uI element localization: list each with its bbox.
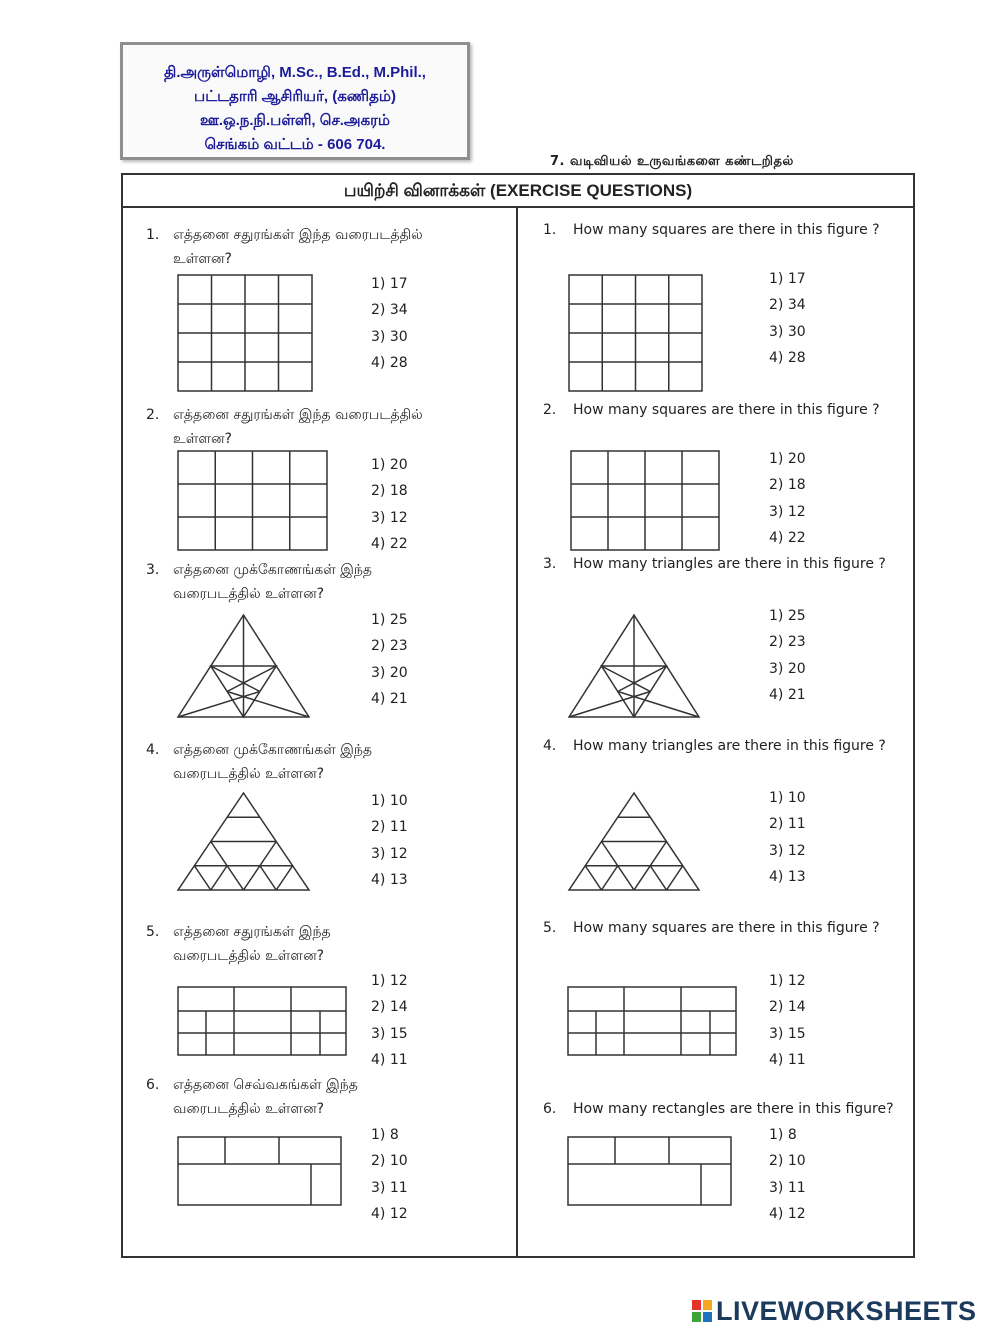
figure-subdivided-triangle xyxy=(569,793,699,890)
option[interactable]: 3) 11 xyxy=(371,1179,408,1196)
question-text: How many squares are there in this figure ? xyxy=(573,920,880,936)
option[interactable]: 4) 11 xyxy=(371,1051,408,1068)
question-text: How many triangles are there in this figure ? xyxy=(573,556,886,572)
question-number: 3. xyxy=(146,562,160,578)
option[interactable]: 1) 10 xyxy=(371,793,408,809)
teacher-stamp xyxy=(120,42,470,160)
figure-star-triangle xyxy=(569,615,699,717)
question-text: How many rectangles are there in this figure? xyxy=(573,1101,894,1117)
logo-text: LIVEWORKSHEETS xyxy=(716,1296,977,1326)
question-number: 1. xyxy=(146,227,160,243)
question-text: How many squares are there in this figure ? xyxy=(573,222,880,238)
option[interactable]: 2) 11 xyxy=(769,816,806,833)
option[interactable]: 4) 12 xyxy=(371,1205,408,1222)
question-number: 4. xyxy=(146,742,160,758)
figure-square-grid-4x4 xyxy=(569,275,702,391)
option[interactable]: 4) 21 xyxy=(769,686,806,703)
question-number: 6. xyxy=(543,1101,557,1117)
tamil-options-1 xyxy=(371,271,408,376)
stamp-line-designation: பட்டதாரி ஆசிரியர், (கணிதம்) xyxy=(194,88,396,105)
question-number: 3. xyxy=(543,556,557,572)
tamil-options-6 xyxy=(371,1122,408,1227)
question-text-line2: உள்ளன? xyxy=(173,251,232,267)
option[interactable]: 1) 8 xyxy=(769,1127,797,1143)
liveworksheets-logo[interactable] xyxy=(692,1296,992,1326)
logo-icon xyxy=(692,1300,712,1322)
sheet-title: பயிற்சி வினாக்கள் (EXERCISE QUESTIONS) xyxy=(123,175,913,208)
english-options-4 xyxy=(769,785,806,890)
question-text-line2: வரைபடத்தில் உள்ளன? xyxy=(173,586,325,602)
question-text: எத்தனை முக்கோணங்கள் இந்த xyxy=(173,562,372,578)
option[interactable]: 1) 12 xyxy=(371,973,408,989)
option[interactable]: 2) 14 xyxy=(371,999,408,1016)
option[interactable]: 3) 12 xyxy=(769,842,806,859)
stamp-line-address: செங்கம் வட்டம் - 606 704. xyxy=(204,136,386,153)
figure-star-triangle xyxy=(178,615,309,717)
option[interactable]: 3) 30 xyxy=(769,323,806,340)
option[interactable]: 2) 34 xyxy=(371,302,408,319)
option[interactable]: 2) 18 xyxy=(371,483,408,500)
question-text: எத்தனை சதுரங்கள் இந்த வரைபடத்தில் xyxy=(173,407,423,423)
option[interactable]: 4) 21 xyxy=(371,690,408,707)
question-number: 4. xyxy=(543,738,557,754)
question-text-line2: வரைபடத்தில் உள்ளன? xyxy=(173,948,325,964)
question-number: 1. xyxy=(543,222,557,238)
option[interactable]: 1) 12 xyxy=(769,973,806,989)
figure-square-grid-4x4 xyxy=(178,275,312,391)
english-options-3 xyxy=(769,603,806,708)
tamil-options-4 xyxy=(371,788,408,893)
question-text: How many triangles are there in this figure ? xyxy=(573,738,886,754)
option[interactable]: 1) 20 xyxy=(769,451,806,467)
option[interactable]: 1) 25 xyxy=(371,612,408,628)
worksheet xyxy=(121,173,915,1258)
question-text-line2: உள்ளன? xyxy=(173,431,232,447)
option[interactable]: 2) 14 xyxy=(769,999,806,1016)
option[interactable]: 1) 20 xyxy=(371,457,408,473)
question-number: 6. xyxy=(146,1077,160,1093)
english-options-6 xyxy=(769,1122,806,1227)
option[interactable]: 1) 17 xyxy=(769,271,806,287)
option[interactable]: 1) 25 xyxy=(769,608,806,624)
option[interactable]: 2) 18 xyxy=(769,477,806,494)
column-divider xyxy=(516,206,518,1256)
figure-rect-grid-4x3 xyxy=(571,451,719,550)
option[interactable]: 3) 20 xyxy=(371,664,408,681)
figure-subdivided-triangle xyxy=(178,793,309,890)
stamp-line-school: ஊ.ஒ.ந.நி.பள்ளி, செ.அகரம் xyxy=(199,112,390,129)
english-options-1 xyxy=(769,266,806,371)
option[interactable]: 4) 28 xyxy=(769,349,806,366)
option[interactable]: 4) 22 xyxy=(769,529,806,546)
option[interactable]: 2) 10 xyxy=(769,1153,806,1170)
option[interactable]: 3) 12 xyxy=(769,503,806,520)
question-text: எத்தனை முக்கோணங்கள் இந்த xyxy=(173,742,372,758)
option[interactable]: 4) 13 xyxy=(371,871,408,888)
option[interactable]: 2) 34 xyxy=(769,297,806,314)
tamil-options-5 xyxy=(371,968,408,1073)
figure-rect-squares xyxy=(568,987,736,1055)
question-number: 5. xyxy=(543,920,557,936)
question-text: எத்தனை சதுரங்கள் இந்த xyxy=(173,924,331,940)
option[interactable]: 1) 8 xyxy=(371,1127,399,1143)
figure-rectangles xyxy=(568,1137,731,1205)
question-text: எத்தனை சதுரங்கள் இந்த வரைபடத்தில் xyxy=(173,227,423,243)
option[interactable]: 4) 28 xyxy=(371,354,408,371)
figure-rect-grid-4x3 xyxy=(178,451,327,550)
question-text-line2: வரைபடத்தில் உள்ளன? xyxy=(173,766,325,782)
option[interactable]: 3) 15 xyxy=(769,1025,806,1042)
english-options-2 xyxy=(769,446,806,551)
option[interactable]: 2) 10 xyxy=(371,1153,408,1170)
option[interactable]: 4) 12 xyxy=(769,1205,806,1222)
stamp-line-name: தி.அருள்மொழி, M.Sc., B.Ed., M.Phil., xyxy=(164,64,426,81)
question-text: எத்தனை செவ்வகங்கள் இந்த xyxy=(173,1077,358,1093)
tamil-options-3 xyxy=(371,607,408,712)
option[interactable]: 3) 12 xyxy=(371,845,408,862)
option[interactable]: 2) 11 xyxy=(371,819,408,836)
option[interactable]: 3) 30 xyxy=(371,328,408,345)
option[interactable]: 3) 11 xyxy=(769,1179,806,1196)
question-number: 5. xyxy=(146,924,160,940)
figure-rect-squares xyxy=(178,987,346,1055)
option[interactable]: 2) 23 xyxy=(371,638,408,655)
option[interactable]: 4) 13 xyxy=(769,868,806,885)
option[interactable]: 4) 22 xyxy=(371,535,408,552)
question-text: How many squares are there in this figure ? xyxy=(573,402,880,418)
option[interactable]: 4) 11 xyxy=(769,1051,806,1068)
option[interactable]: 3) 12 xyxy=(371,509,408,526)
question-number: 2. xyxy=(146,407,160,423)
tamil-options-2 xyxy=(371,452,408,557)
figure-rectangles xyxy=(178,1137,341,1205)
question-text-line2: வரைபடத்தில் உள்ளன? xyxy=(173,1101,325,1117)
option[interactable]: 3) 15 xyxy=(371,1025,408,1042)
question-number: 2. xyxy=(543,402,557,418)
chapter-heading: 7. வடிவியல் உருவங்களை கண்டறிதல் xyxy=(550,154,794,169)
option[interactable]: 3) 20 xyxy=(769,660,806,677)
option[interactable]: 1) 17 xyxy=(371,276,408,292)
english-options-5 xyxy=(769,968,806,1073)
option[interactable]: 2) 23 xyxy=(769,634,806,651)
option[interactable]: 1) 10 xyxy=(769,790,806,806)
